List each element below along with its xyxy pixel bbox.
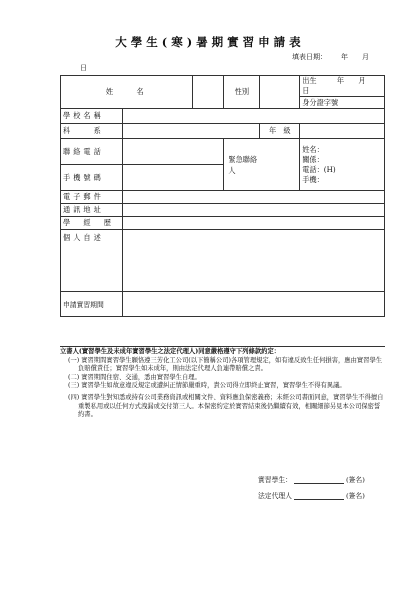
grade-label: 年 級	[260, 124, 300, 139]
term-item: (三) 實習學生如故意違反規定或遭糾正情節嚴重時，貴公司得立即終止實習，實習學生不得有異議。	[68, 382, 346, 390]
emg-mobile-label: 手機：	[302, 174, 324, 184]
student-signature[interactable]: 實習學生： (簽名)	[258, 476, 365, 484]
guardian-signature[interactable]: 法定代理人 (簽名)	[258, 492, 365, 500]
experience-field[interactable]	[122, 217, 384, 230]
department-label: 科 系	[61, 124, 123, 139]
self-intro-field[interactable]	[122, 230, 384, 292]
term-item: (二) 實習期間住宿、交通，悉由實習學生自理。	[68, 373, 201, 381]
school-field[interactable]	[122, 109, 384, 124]
experience-label: 學 經 歷	[61, 217, 123, 230]
fill-date-day: 日	[80, 64, 87, 72]
terms-heading: 立書人(實習學生及未成年實習學生之法定代理人)同意嚴格遵守下列條款約定：	[60, 346, 385, 357]
name-field[interactable]	[192, 76, 224, 109]
term-item: (四) 實習學生對知悉或持有公司業務資訊或相關文件、資料應負保密義務；未經公司書面同意，實習學生不得擅自重製私用或以任何方式洩漏或交付第三人。本保密約定於實習結束後仍繼續有效，相關細節另見本公司保密誓約書。	[68, 393, 384, 419]
emg-relation-label: 關係：	[302, 154, 324, 164]
school-label: 學校名稱	[61, 109, 123, 124]
period-field[interactable]	[122, 292, 384, 317]
mobile-label: 手機號碼	[61, 165, 123, 191]
id-number-label: 身分證字號	[302, 97, 339, 107]
name-label: 姓 名	[61, 76, 193, 109]
department-field[interactable]	[122, 124, 259, 139]
application-form	[60, 75, 385, 317]
address-field[interactable]	[122, 204, 384, 217]
emergency-contact-label: 緊急聯絡人	[224, 139, 300, 191]
gender-field[interactable]	[260, 76, 300, 109]
fill-date: 填表日期： 年 月	[292, 53, 369, 61]
address-label: 通訊地址	[61, 204, 123, 217]
mobile-field[interactable]	[122, 165, 224, 191]
email-field[interactable]	[122, 191, 384, 204]
form-title: 大學生(寒)暑期實習申請表	[115, 35, 305, 49]
emg-name-label: 姓名：	[302, 144, 324, 154]
self-intro-label: 個人自述	[61, 230, 123, 292]
birth-row[interactable]: 出生 年 月 日	[300, 76, 385, 97]
term-item: (一) 實習期間實習學生願恪遵三芳化工公司(以下簡稱公司)各項管理規定，如有違反致生任何損害，應由實習學生負賠償責任；實習學生如未成年，則由法定代理人負連帶賠償之責。	[68, 356, 383, 373]
terms-section	[60, 346, 385, 420]
birth-label: 出生	[302, 76, 317, 85]
grade-field[interactable]	[300, 124, 385, 139]
gender-label: 性別	[224, 76, 260, 109]
emg-phone-label: 電話：(H)	[302, 164, 336, 174]
emergency-contact-field[interactable]	[300, 139, 385, 191]
email-label: 電子郵件	[61, 191, 123, 204]
contact-phone-label: 聯絡電話	[61, 139, 123, 165]
contact-phone-field[interactable]	[122, 139, 224, 165]
period-label: 申請實習期間	[61, 292, 123, 317]
id-number-field[interactable]	[300, 97, 385, 109]
